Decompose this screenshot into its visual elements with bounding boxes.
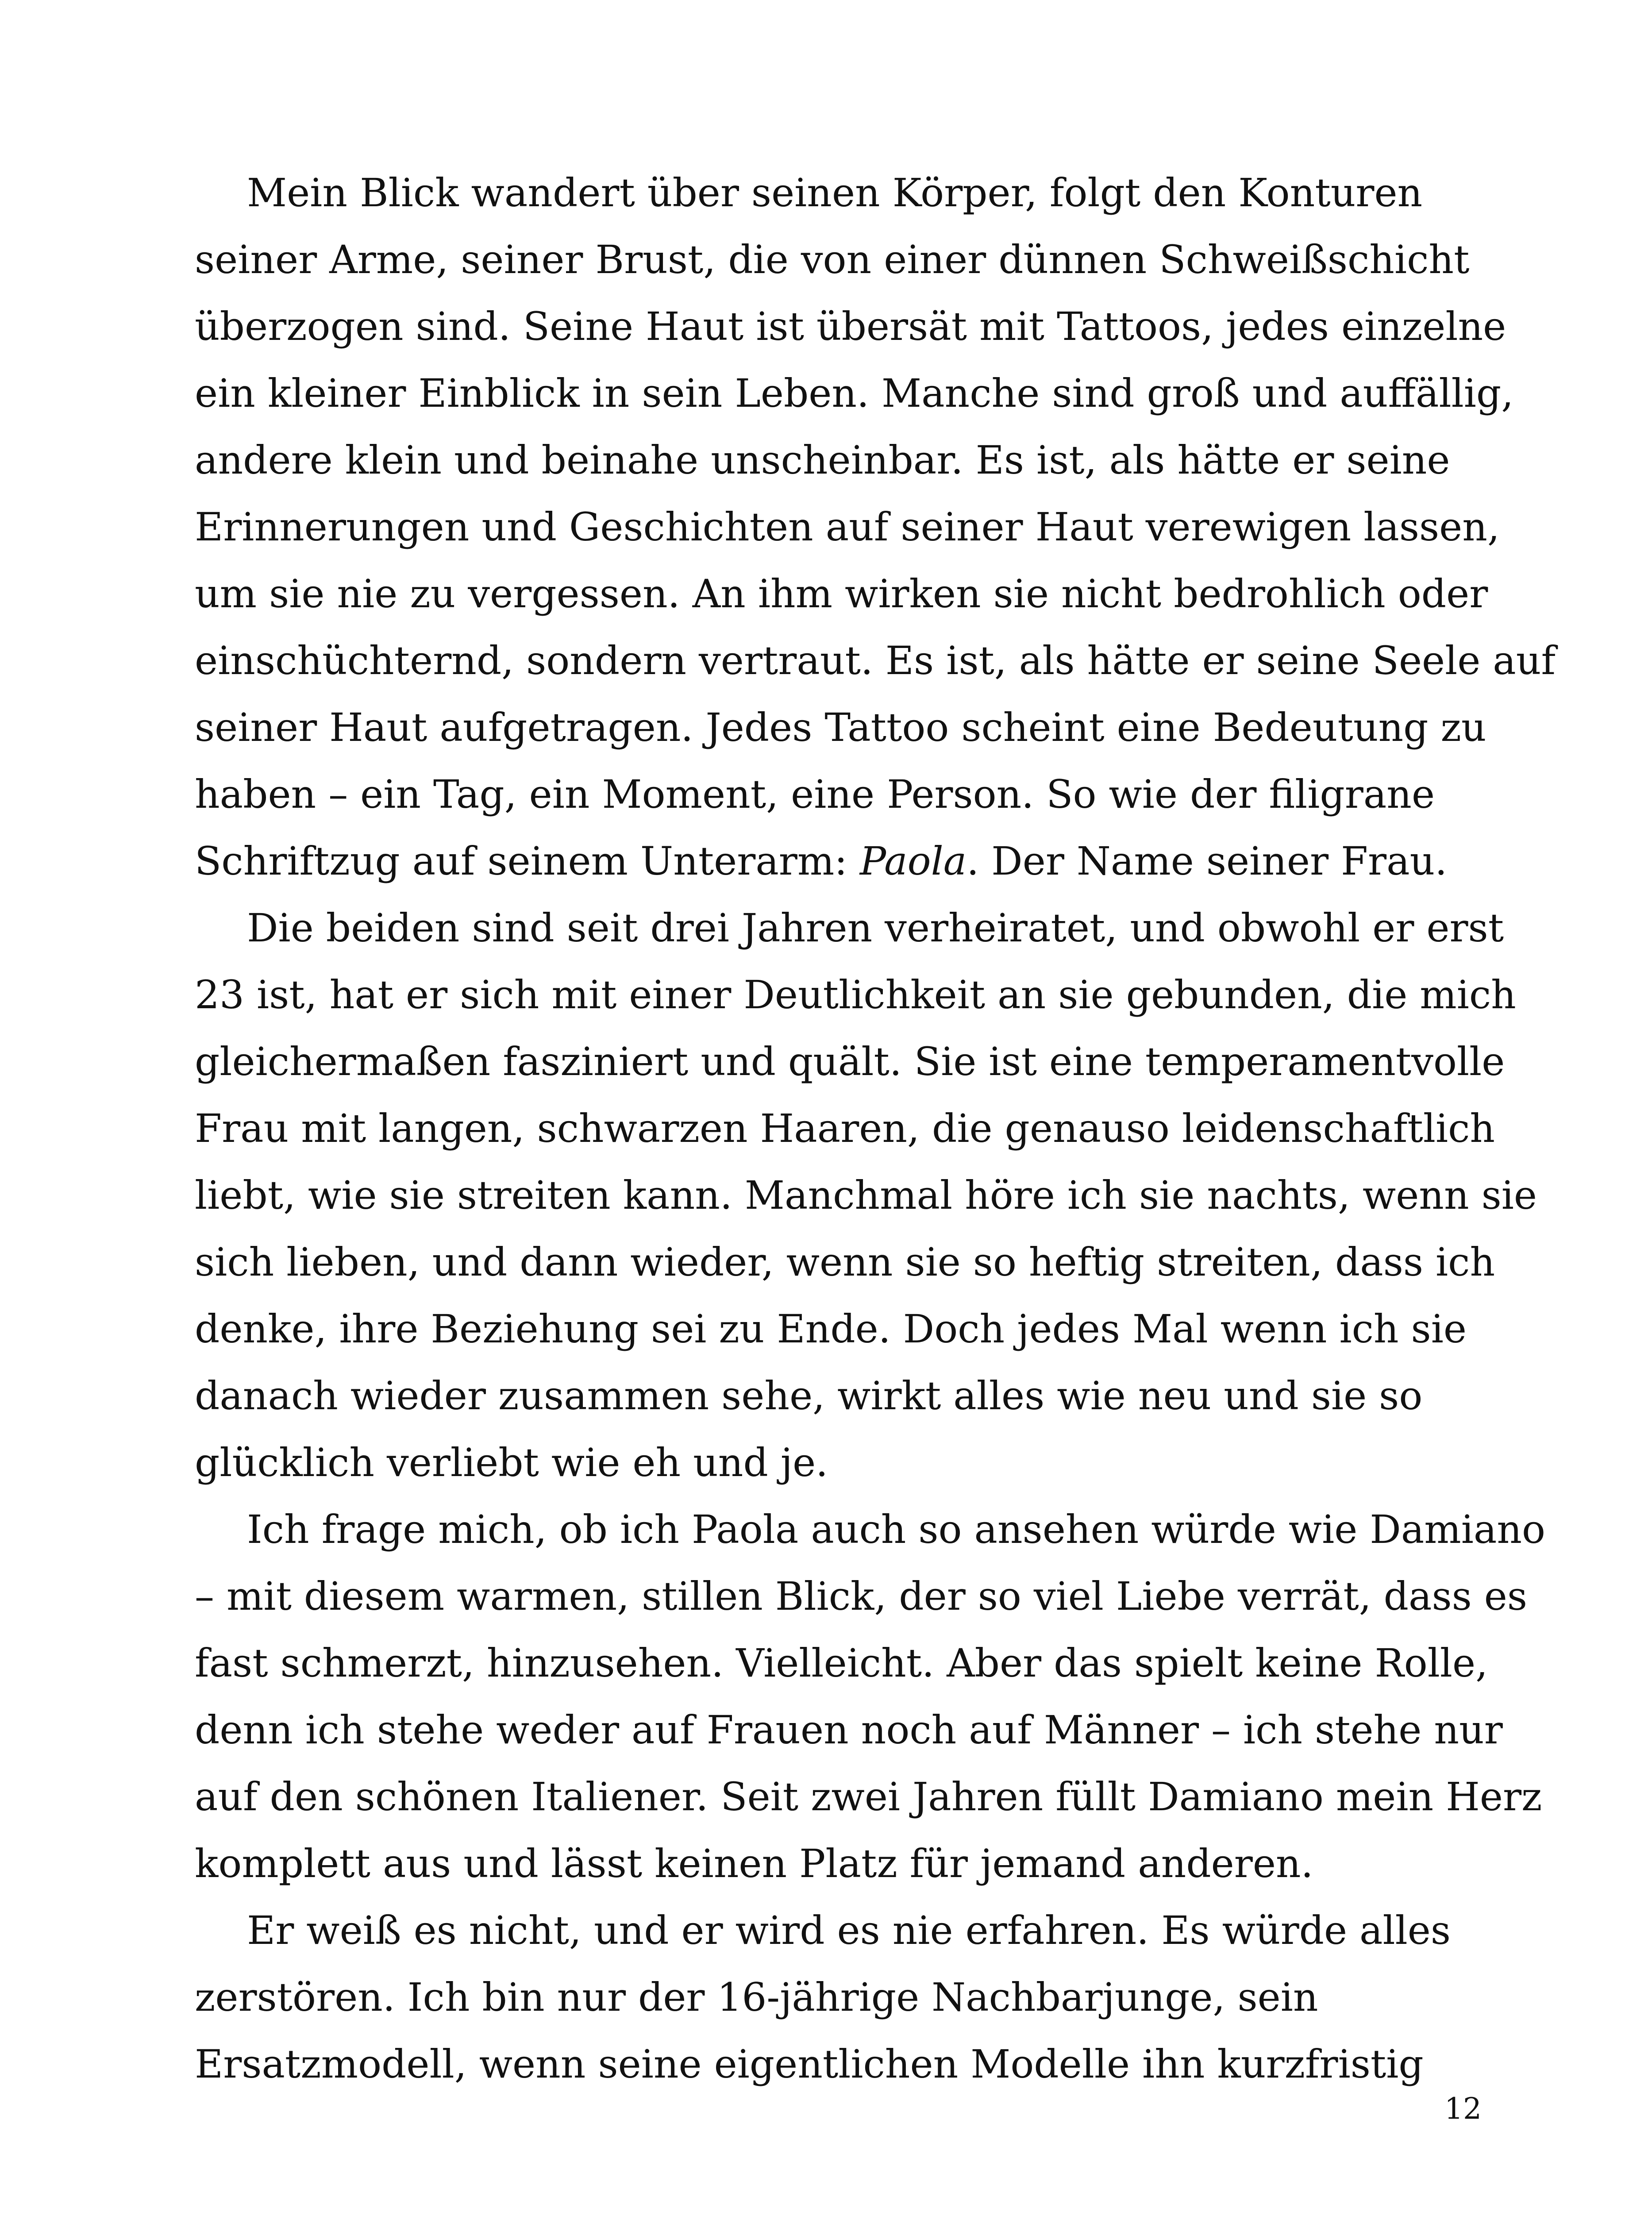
text-line: ein kleiner Einblick in sein Leben. Manche sind groß und auffällig, — [195, 370, 1514, 416]
text-line: denke, ihre Beziehung sei zu Ende. Doch jedes Mal wenn ich sie — [195, 1306, 1467, 1352]
text-segment: . Der Name seiner Frau. — [967, 838, 1448, 884]
paragraph-4 — [195, 1897, 1478, 2097]
text-line: Frau mit langen, schwarzen Haaren, die genauso leidenschaftlich — [195, 1106, 1495, 1151]
text-line: seiner Haut aufgetragen. Jedes Tattoo scheint eine Bedeutung zu — [195, 705, 1486, 750]
text-line: einschüchternd, sondern vertraut. Es ist, als hätte er seine Seele auf — [195, 638, 1556, 683]
text-line: gleichermaßen fasziniert und quält. Sie ist eine temperamentvolle — [195, 1039, 1505, 1084]
text-line: seiner Arme, seiner Brust, die von einer dünnen Schweißschicht — [195, 237, 1470, 282]
page-number: 12 — [1444, 2092, 1482, 2126]
text-line: überzogen sind. Seine Haut ist übersät mit Tattoos, jedes einzelne — [195, 304, 1506, 349]
text-line: denn ich stehe weder auf Frauen noch auf Männer – ich stehe nur — [195, 1707, 1503, 1753]
text-line: – mit diesem warmen, stillen Blick, der so viel Liebe verrät, dass es — [195, 1573, 1527, 1619]
text-line: um sie nie zu vergessen. An ihm wirken sie nicht bedrohlich oder — [195, 571, 1488, 617]
text-line: haben – ein Tag, ein Moment, eine Person. So wie der filigrane — [195, 771, 1435, 817]
text-line: 23 ist, hat er sich mit einer Deutlichkeit an sie gebunden, die mich — [195, 972, 1516, 1018]
text-line: Ersatzmodell, wenn seine eigentlichen Modelle ihn kurzfristig — [195, 2041, 1424, 2087]
text-line: Erinnerungen und Geschichten auf seiner Haut verewigen lassen, — [195, 504, 1500, 550]
text-line: zerstören. Ich bin nur der 16-jährige Nachbarjunge, sein — [195, 1974, 1318, 2020]
paragraph-2 — [195, 894, 1537, 1496]
text-line: auf den schönen Italiener. Seit zwei Jahren füllt Damiano mein Herz — [195, 1774, 1542, 1820]
text-line: andere klein und beinahe unscheinbar. Es ist, als hätte er seine — [195, 437, 1450, 483]
text-line: danach wieder zusammen sehe, wirkt alles wie neu und sie so — [195, 1373, 1423, 1419]
text-line: Mein Blick wandert über seinen Körper, folgt den Konturen — [247, 170, 1423, 216]
page-body — [195, 159, 1556, 2097]
text-line: glücklich verliebt wie eh und je. — [195, 1440, 828, 1485]
text-line: komplett aus und lässt keinen Platz für jemand anderen. — [195, 1841, 1313, 1886]
text-line: fast schmerzt, hinzusehen. Vielleicht. Aber das spielt keine Rolle, — [195, 1640, 1488, 1686]
italic-name: Paola — [859, 838, 967, 884]
paragraph-3 — [195, 1496, 1545, 1897]
paragraph-1 — [195, 159, 1556, 894]
text-line: sich lieben, und dann wieder, wenn sie so heftig streiten, dass ich — [195, 1239, 1495, 1285]
text-line: liebt, wie sie streiten kann. Manchmal höre ich sie nachts, wenn sie — [195, 1172, 1537, 1218]
text-line: Ich frage mich, ob ich Paola auch so ansehen würde wie Damiano — [247, 1507, 1545, 1552]
text-line: Er weiß es nicht, und er wird es nie erfahren. Es würde alles — [247, 1908, 1451, 1953]
text-line — [195, 828, 1478, 894]
text-segment: Schriftzug auf seinem Unterarm: — [195, 838, 860, 884]
text-line: Die beiden sind seit drei Jahren verheiratet, und obwohl er erst — [247, 905, 1504, 951]
